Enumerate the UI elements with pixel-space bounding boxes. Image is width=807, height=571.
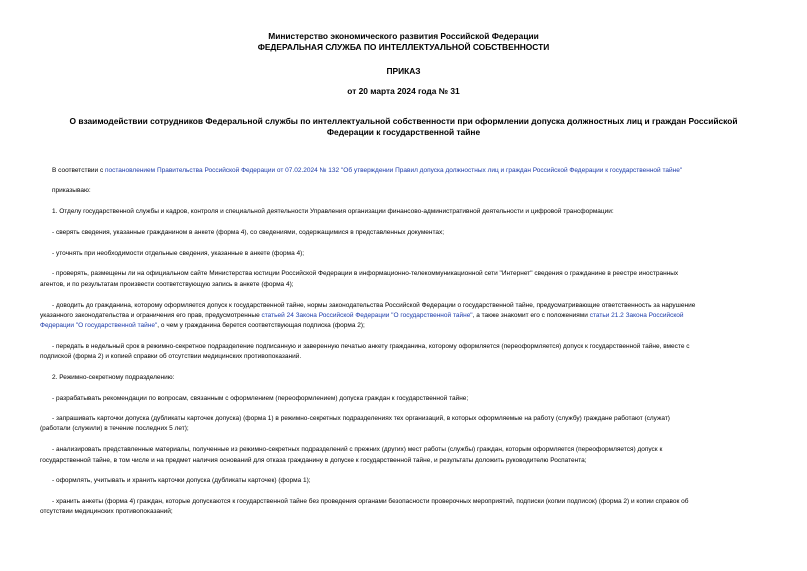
item-1-b: - уточнять при необходимости отдельные сведения, указанные в анкете (форма 4); <box>52 250 305 257</box>
item-2-c-line-1: - анализировать представленные материалы, полученные из режимно-секретных подразделений с прежних (других) мест работы (службы) граждан, которым оформляется (переоформляется) допуск к <box>52 446 663 453</box>
item-1-e-line-2: подпиской (форма 2) и копией справки об отсутствии медицинских противопоказаний. <box>40 353 302 360</box>
item-1-heading: 1. Отделу государственной службы и кадров, контроля и специальной деятельности Управления организации финансово-административной деятельности и цифровой трансформации: <box>52 208 614 215</box>
item-1-a: - сверять сведения, указанные гражданином в анкете (форма 4), со сведениями, содержащимися в представленных документах; <box>52 229 445 236</box>
document-date-number: от 20 марта 2024 года № 31 <box>347 86 460 96</box>
item-2-b-line-2: (работали (служили) в течение последних 5 лет); <box>40 425 189 432</box>
item-2-heading: 2. Режимно-секретному подразделению: <box>52 374 175 381</box>
item-1-d-text-a: указанного законодательства и ограничения его прав, предусмотренные <box>40 312 262 319</box>
article-21-2-link[interactable]: статьи 21.2 Закона Российской <box>589 312 684 319</box>
document-title-line-2: Федерации к государственной тайне <box>326 127 481 137</box>
service-name: ФЕДЕРАЛЬНАЯ СЛУЖБА ПО ИНТЕЛЛЕКТУАЛЬНОЙ СОБСТВЕННОСТИ <box>257 42 550 52</box>
item-1-d-line-3 <box>40 321 767 332</box>
item-1-d-line-2 <box>40 311 767 322</box>
article-24-link[interactable]: статьей 24 Закона Российской Федерации "О государственной тайне" <box>261 312 473 319</box>
intro-paragraph <box>52 166 682 177</box>
article-21-2-link-continued[interactable]: Федерации "О государственной тайне" <box>40 322 158 329</box>
item-1-c-line-2: агентов, и по результатам произвести соответствующую запись в анкете (форма 4); <box>40 281 294 288</box>
ordering-text: приказываю: <box>52 187 91 194</box>
item-1-e-line-1: - передать в недельный срок в режимно-секретное подразделение подписанную и заверенную печатью анкету гражданина, которому оформляется (переоформляется) допуск к государственной тайне, вместе с <box>52 343 690 350</box>
item-1-d-text-b: , а также знакомит его с положениями <box>472 312 590 319</box>
item-2-b-line-1: - запрашивать карточки допуска (дубликаты карточек допуска) (форма 1) в режимно-секретных подразделениях тех организаций, в которых оформляемые на работу (службу) граждане работают (служат) <box>52 415 670 422</box>
item-1-d-line-1: - доводить до гражданина, которому оформляется допуск к государственной тайне, нормы законодательства Российской Федерации о государственной тайне, предусматривающие ответственность за нарушение <box>52 302 696 309</box>
item-2-c-line-2: государственной тайне, в том числе и на предмет наличия оснований для отказа гражданину в допуске к государственной тайне, и результаты доложить руководителю Роспатента; <box>40 457 587 464</box>
intro-prefix: В соответствии с <box>52 167 106 174</box>
item-1-c-line-1: - проверять, размещены ли на официальном сайте Министерства юстиции Российской Федерации в информационно-телекоммуникационной сети "Интернет" сведения о гражданине в реестре иностранных <box>52 270 679 277</box>
document-title-line-1: О взаимодействии сотрудников Федеральной службы по интеллектуальной собственности при оформлении допуска должностных лиц и граждан Российской <box>69 116 738 126</box>
item-1-d-text-c: , о чем у гражданина берется соответствующая подписка (форма 2); <box>157 322 365 329</box>
document-type: ПРИКАЗ <box>386 66 421 76</box>
item-2-e-line-1: - хранить анкеты (форма 4) граждан, которые допускаются к государственной тайне без проведения органами безопасности проверочных мероприятий, подписки (копии подписок) (форма 2) и копии справок об <box>52 498 689 505</box>
item-2-d: - оформлять, учитывать и хранить карточки допуска (дубликаты карточек) (форма 1); <box>52 477 311 484</box>
government-decree-link[interactable]: постановлением Правительства Российской Федерации от 07.02.2024 № 132 "Об утверждении Правил допуска должностных лиц и граждан Российской Федерации к государственной тайне" <box>105 167 683 174</box>
item-2-e-line-2: отсутствии медицинских противопоказаний; <box>40 508 173 515</box>
ministry-name: Министерство экономического развития Российской Федерации <box>268 31 539 41</box>
item-2-a: - разрабатывать рекомендации по вопросам, связанным с оформлением (переоформлением) допуска граждан к государственной тайне; <box>52 395 469 402</box>
